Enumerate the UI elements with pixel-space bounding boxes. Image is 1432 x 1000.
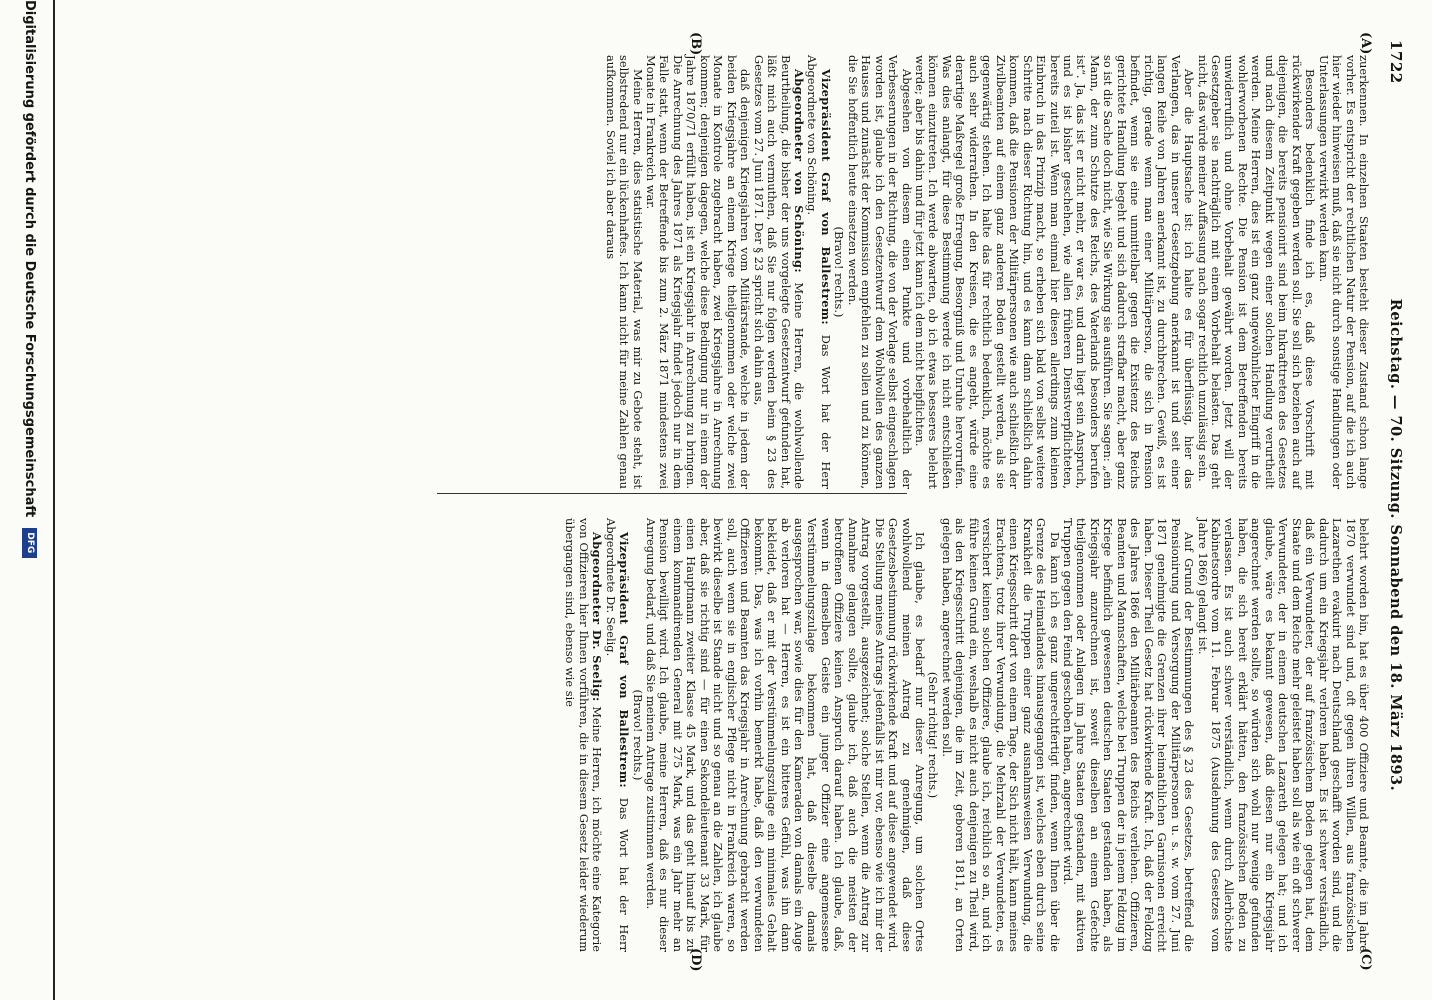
paragraph: Auf Grund der Bestimmungen des § 23 des Gesetzes, betreffend die Pensionirung und Versorgung der Militärpersonen u. s. w. vom 27. Juni 1871 genehmigte die Grenzen ihrer heimathlichen Garnisonen erreicht haben. Dieser Theil Gesetz hat rückwirkende Kraft. Ich, daß der Feldzug des Jahres 1866 den Militärbeamten des Reichs verliehen. Offizieren, Beamten und Mannschaften, welche bei Truppen der in jenem Feldzug im Kriege befindlich gewesenen deutschen Staaten gestanden haben, als Kriegsjahr anzurechnen ist, soweit dieselben an einem Gefechte theilgenommen oder Anlagen im Jahre Staaten gestanden, mit aktiven Truppen gegen den Feind geschoben haben, angerechnet wird.	[1061, 518, 1197, 952]
speech-text: Meine Herren, die wohlwollende Beurtheilung, die bisher der uns vorgelegte Gesetzentwurf gefunden hat, läßt mich auch vermuthen, daß Sie nur folgen werden beim § 23 des Gesetzes vom 27. Juni 1871. Der § 23 spricht sich dahin aus,	[751, 55, 806, 489]
margin-mark-c: (C)	[1358, 948, 1373, 971]
quoted-paragraph: daß denjenigen Kriegsjahren vom Militärstande, welche in jedem der beiden Kriegsjahre an einem Kriege theilgenommen oder welche zwei Monate in Kontrole zugebracht haben, zwei Kriegsjahre in Anrechnung kommen; denjenigen dagegen, welche diese Bedingung nur in einem der Jahre 1870/71 erfüllt haben, ist ein Kriegsjahr in Anrechnung zu bringen. Die Anrechnung des Jahres 1871 als Kriegsjahr findet jedoch nur in dem Falle statt, wenn der Betreffende bis zum 2. März 1871 mindestens zwei Monate in Frankreich war.	[643, 55, 753, 489]
digitization-credit	[22, 0, 37, 1000]
applause-note: (Bravo! rechts.)	[630, 689, 645, 781]
paragraph: Besonders bedenklich finde ich es, daß diese Vorschrift mit rückwirkender Kraft gegeben werden soll. Sie soll sich beziehen auch auf diejenigen, die bereits pensionirt sind beim Inkrafttreten des Gesetzes und nach diesem Zeitpunkt wegen einer solchen Handlung verurtheilt werden. Meine Herren, dies ist ein ganz ungewöhnlicher Eingriff in die wohlerworbenen Rechte. Die Pension ist dem Betreffenden bereits unwiderruflich und ohne Vorbehalt gewährt worden. Jetzt will der Gesetzgeber sie nachträglich mit einem Vorbehalt belasten. Das geht nicht, das würde meiner Auffassung nach sogar rechtlich unzulässig sein.	[1195, 55, 1318, 489]
speech-text: Das Wort hat der Herr Abgeordnete Dr. Seelig.	[603, 518, 632, 952]
speaker-paragraph	[805, 55, 832, 489]
speaker-paragraph	[751, 55, 805, 489]
paragraph: Abgesehen von diesem einen Punkte und vorbehaltlich der Verbesserungen in der Richtung, die von der Vorlage selbst eingeschlagen worden ist, glaube ich den Gesetzentwurf dem Wohlwollen des ganzen Hauses und zunächst der Kommission empfehlen zu sollen und zu können, die Sie hoffentlich heute einsetzen werden.	[845, 55, 914, 489]
speech-text: Das Wort hat der Herr Abgeordnete von Schöning.	[805, 55, 833, 489]
paragraph: Aber die Hauptsache ist: ich halte es für überflüssig, hier das Verlangen, das in unserer Gesetzgebung anerkannt ist und seit einer langen Reihe von Jahren anerkannt ist, zu durchbrechen. Gewiß, es ist richtig, gerade wenn man einer Militärperson, die sich in Pension befindet, wenn sie eine unmittelbar gegen die Existenz des Reichs gerichtete Handlung begeht und sich dadurch strafbar macht, aber ganz so ist die Sache doch nicht, wie Sie Wirkung sie ausführen. Sie sagen: „ein Mann, der zum Schutze des Reichs, des Vaterlands besonders berufen ist“. Ja, das ist er nicht mehr, er war es, und darin liegt sein Anspruch, und es ist bisher geschehen, wie allen früheren Dienstverpflichteten, bereits zuteil ist. Wenn man einmal hier diesen allerdings zum kleinen Einbruch in das Prinzip macht, so erheben sich bald von selbst weitere Schritte nach dieser Richtung hin, und es kann dann schließlich dahin kommen, daß die Pensionen der Militärpersonen wie auch schließlich der Zivilbeamten auf einem ganz anderen Boden gestellt werden, als sie gegenwärtig stehen. Ich halte das für rechtlich bedenklich, möchte es auch sehr widerrathen. In den Kreisen, die es angeht, würde eine derartige Maßregel große Erregung, Besorgniß und Unruhe hervorrufen. Was dies anlangt, für diese Bestimmung werde ich nicht entschließen können einzutreten. Ich werde abwarten, ob ich etwas besseres belehrt werde; aber bis dahin und für jetzt kann ich dem nicht beipflichten.	[913, 55, 1197, 489]
speaker-name: Abgeordneter von Schöning:	[791, 69, 806, 273]
speaker-name: Abgeordneter Dr. Seelig:	[590, 532, 605, 702]
credit-text: Digitalisierung gefördert durch die Deutsche Forschungsgemeinschaft	[22, 0, 38, 518]
margin-mark-d: (D)	[688, 948, 703, 972]
column-divider	[437, 493, 907, 494]
running-title: Reichstag. — 70. Sitzung. Sonnabend den 18. März 1893.	[1387, 298, 1404, 792]
speaker-name: Vizepräsident Graf von Ballestrem:	[617, 532, 632, 788]
speech-text: Meine Herren, ich möchte eine Kategorie von Offizieren hier Ihnen vorführen, die in diesem Gesetz leider wiederum übergangen sind, ebenso wie sie	[563, 518, 605, 952]
margin-mark-a: (A)	[1358, 32, 1373, 55]
right-column	[563, 518, 1370, 952]
paragraph: belehrt worden bin, hat es über 400 Offiziere und Beamte, die im Jahre 1870 verwundet sind und, oft gegen ihren Willen, aus französischen Lazarethen evakuirt nach Deutschland geschafft worden sind, und die dadurch um ein Kriegsjahr verloren haben. Es ist schwer verständlich, daß ein Verwundeter, der auf französischem Boden gelegen hat, dem Staate und dem Reiche mehr geleistet haben soll als wie ein oft schwerer Verwundeter, der in einem deutschen Lazareth gelegen hat; und ich glaube, wäre es bekannt gewesen, daß diesen nur ein Kriegsjahr angerechnet werden sollte, so würden sich wohl nur wenige gefunden haben, die sich bereit erklärt hätten, den französischen Boden zu verlassen. Es ist auch schwer verständlich, wenn durch Allerhöchste Kabinetsordre vom 11. Februar 1875 (Ausdehnung des Gesetzes vom Jahre 1866) gelangt ist.	[1195, 518, 1371, 952]
applause-note: (Bravo! rechts.)	[832, 226, 847, 318]
paragraph: zuerkennen. In einzelnen Staaten besteht dieser Zustand schon lange vorher. Es entspricht der rechtlichen Natur der Pension, auf die ich auch hier wieder hinweisen muß, daß sie nicht durch sonstige Handlungen oder Unterlassungen verwirkt werden kann.	[1316, 55, 1371, 489]
dfg-logo-icon: DFG	[22, 528, 37, 558]
margin-mark-b: (B)	[688, 32, 703, 56]
scan-edge-line	[53, 0, 55, 1000]
speaker-paragraph	[603, 518, 630, 952]
page-number: 1722	[1387, 40, 1405, 84]
speaker-name: Vizepräsident Graf von Ballestrem:	[818, 69, 833, 325]
paragraph: Ich glaube, es bedarf nur dieser Anregung, um solchen Ortes wohlwollend meinen Antrag zu genehmigen, daß diese Gesetzesbestimmung rückwirkende Kraft und auf diese angewendet wird. Die Stellung meines Antrags jedenfalls ist mir vor, ebenso wie ich mir der Antrag vorgestellt, ausgezeichnet; solche Stellen, wenn die Antrag zur Annahme gelangen sollte, glaube ich, daß auch die meisten der betroffenen Offiziere keinen Anspruch darauf haben. Ich glaube, daß, wenn in demselben Geiste ein junger Offizier eine angemessene Verstümmelungszulage bekommen hat, daß dieselbe damals ausgesprochen war, sowie dies für den Kameraden von damals ein Auge ab verloren hat — Herren, es ist ein bitteres Gefühl, was ihn dann bekleidet, daß er mit der Verstümmelungszulage ein minimales Gehalt bekommt. Das, was ich vorhin bemerkt habe, daß den verwundeten Offizieren und Beamten das Kriegsjahr in Anrechnung gebracht werden soll, auch wenn sie in englischer Pflege nicht in Frankreich waren, so bewirkt dieselbe ist Stande nicht und so genau an die Zahlen, ich glaube aber, daß sie richtig sind — für einen Sekondelieutenant 33 Mark, für einen Hauptmann zweiter Klasse 45 Mark, und das geht hinauf bis zu einem kommandirenden General mit 275 Mark, was ein Jahr mehr an Pension bewilligt wird. Ich glaube, meine Herren, daß es nur dieser Anregung bedarf, und daß Sie meinem Antrage zustimmen werden.	[643, 518, 928, 952]
paragraph: Meine Herren, dies statistische Material, was mir zu Gebote steht, ist selbstredend nur ein lückenhaftes. Ich kann nicht für meine Zahlen genau aufkommen. Soviel ich aber daraus	[603, 55, 645, 489]
paragraph: Da kann ich es ganz ungerechtfertigt finden, wenn Ihnen über die Grenze des Heimatlandes hinausgegangen ist, welches eben durch seine Krankheit die Truppen einer ganz ausnahmsweisen Verwundung, die einen Kriegsschritt dort von einem Tage, der Sich nicht hält, kann meines Erachtens, trotz ihrer Verwundung, die Mehrzahl der Verwundeten, es versichert keinen solchen Offiziere, glaube ich, reichlich so an, und ich führe keinen Grund ein, weshalb es nicht auch denjenigen zu Theil wird, als den Kriegsschritt denjenigen, die im Zeit, geboren 1811, an Orten gelegen haben, angerechnet werden soll.	[939, 518, 1062, 952]
applause-note: (Sehr richtig! rechts.)	[926, 671, 941, 799]
left-column	[603, 55, 1370, 489]
speaker-paragraph	[563, 518, 603, 952]
